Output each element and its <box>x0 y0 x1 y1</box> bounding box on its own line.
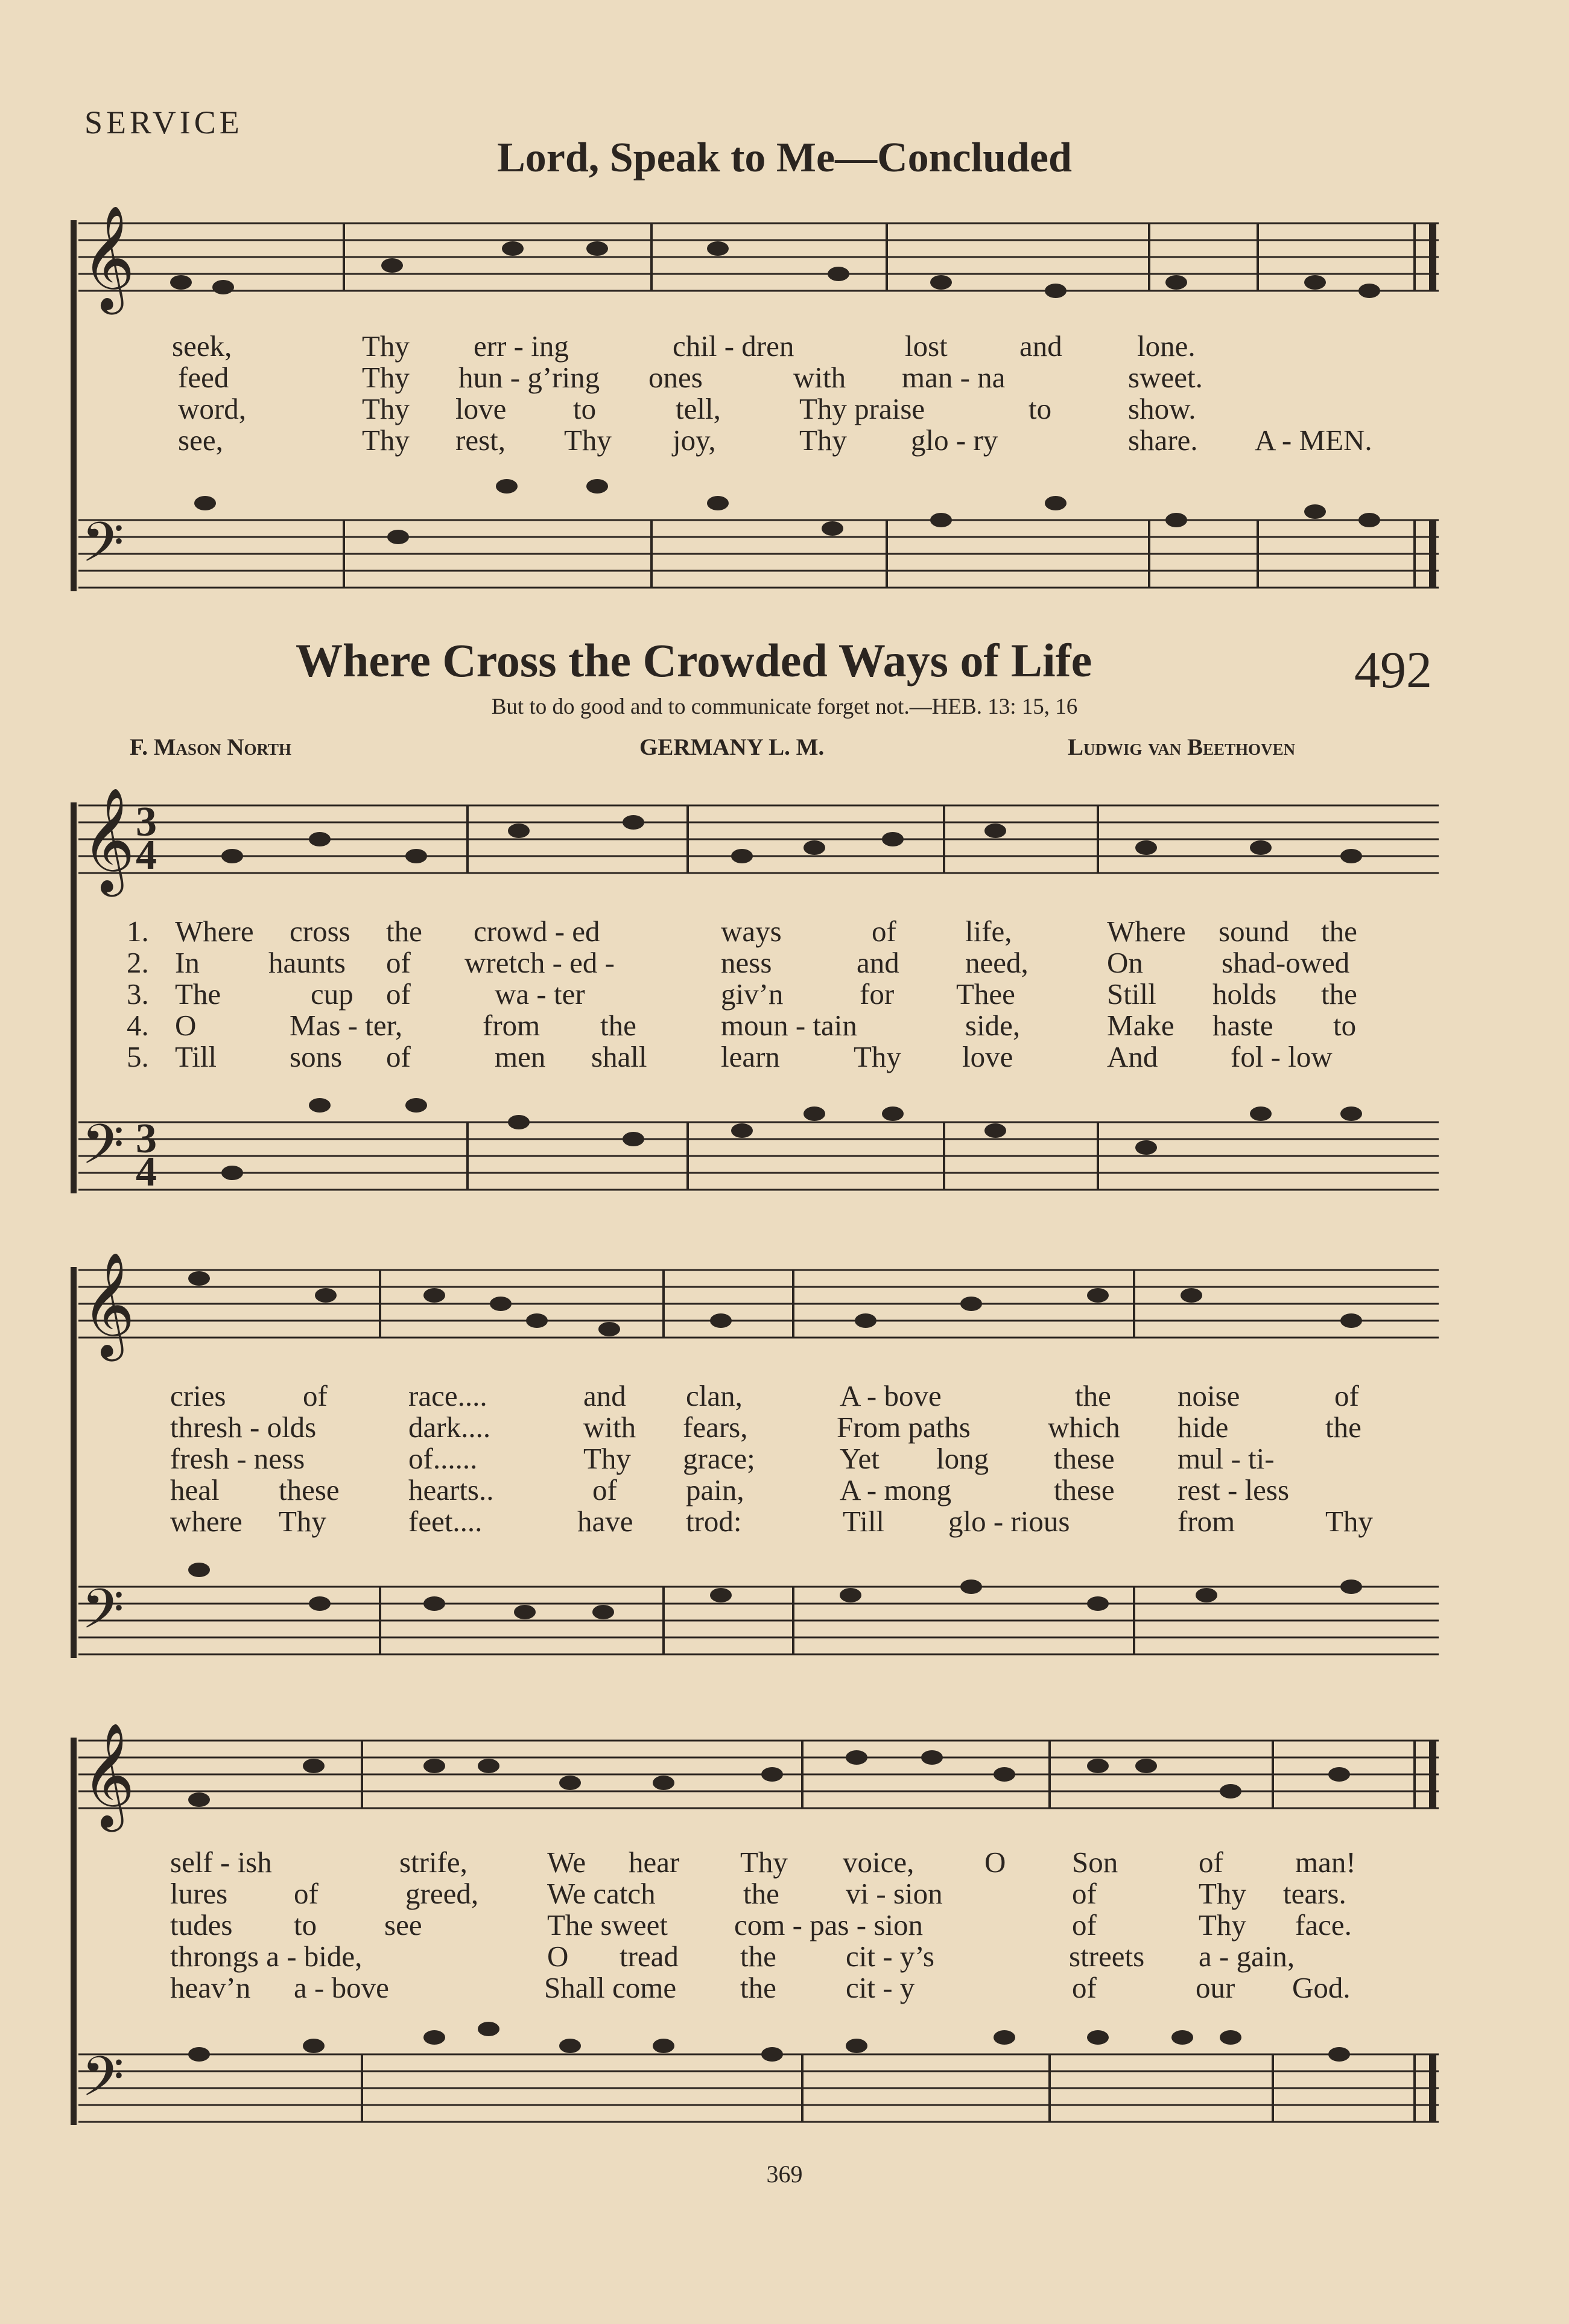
svg-text:𝄞: 𝄞 <box>81 787 135 892</box>
hymn-title: Where Cross the Crowded Ways of Life <box>296 634 1092 687</box>
author: F. Mason North <box>130 734 292 760</box>
svg-text:𝄞: 𝄞 <box>81 1252 135 1357</box>
hymn-number: 492 <box>1354 641 1432 699</box>
svg-text:𝄢: 𝄢 <box>81 510 124 588</box>
svg-text:4: 4 <box>136 832 157 878</box>
svg-text:4: 4 <box>136 1149 157 1195</box>
svg-text:𝄢: 𝄢 <box>81 1113 124 1190</box>
staff-treble-concluded <box>78 223 1439 291</box>
staff-bass-1 <box>78 1122 1439 1190</box>
scripture-reference: But to do good and to communicate forget not.—HEB. 13: 15, 16 <box>491 694 1078 719</box>
staff-treble-2 <box>78 1270 1439 1338</box>
svg-text:𝄢: 𝄢 <box>81 2045 124 2122</box>
staff-treble-3 <box>78 1741 1439 1808</box>
staff-treble-1 <box>78 805 1439 873</box>
svg-text:𝄞: 𝄞 <box>81 1722 135 1827</box>
svg-text:3: 3 <box>136 1116 157 1162</box>
staff-bass-3 <box>78 2054 1439 2122</box>
svg-text:3: 3 <box>136 799 157 845</box>
svg-text:𝄞: 𝄞 <box>81 205 135 310</box>
amen-label: A - MEN. <box>1255 424 1372 457</box>
staff-bass-concluded <box>78 520 1439 588</box>
staff-bass-2 <box>78 1587 1439 1654</box>
composer: Ludwig van Beethoven <box>1068 734 1296 760</box>
section-label: SERVICE <box>84 104 243 141</box>
svg-text:𝄢: 𝄢 <box>81 1577 124 1654</box>
tune-name: GERMANY L. M. <box>639 734 825 760</box>
page-number: 369 <box>766 2160 803 2188</box>
concluded-title: Lord, Speak to Me—Concluded <box>497 135 1072 181</box>
